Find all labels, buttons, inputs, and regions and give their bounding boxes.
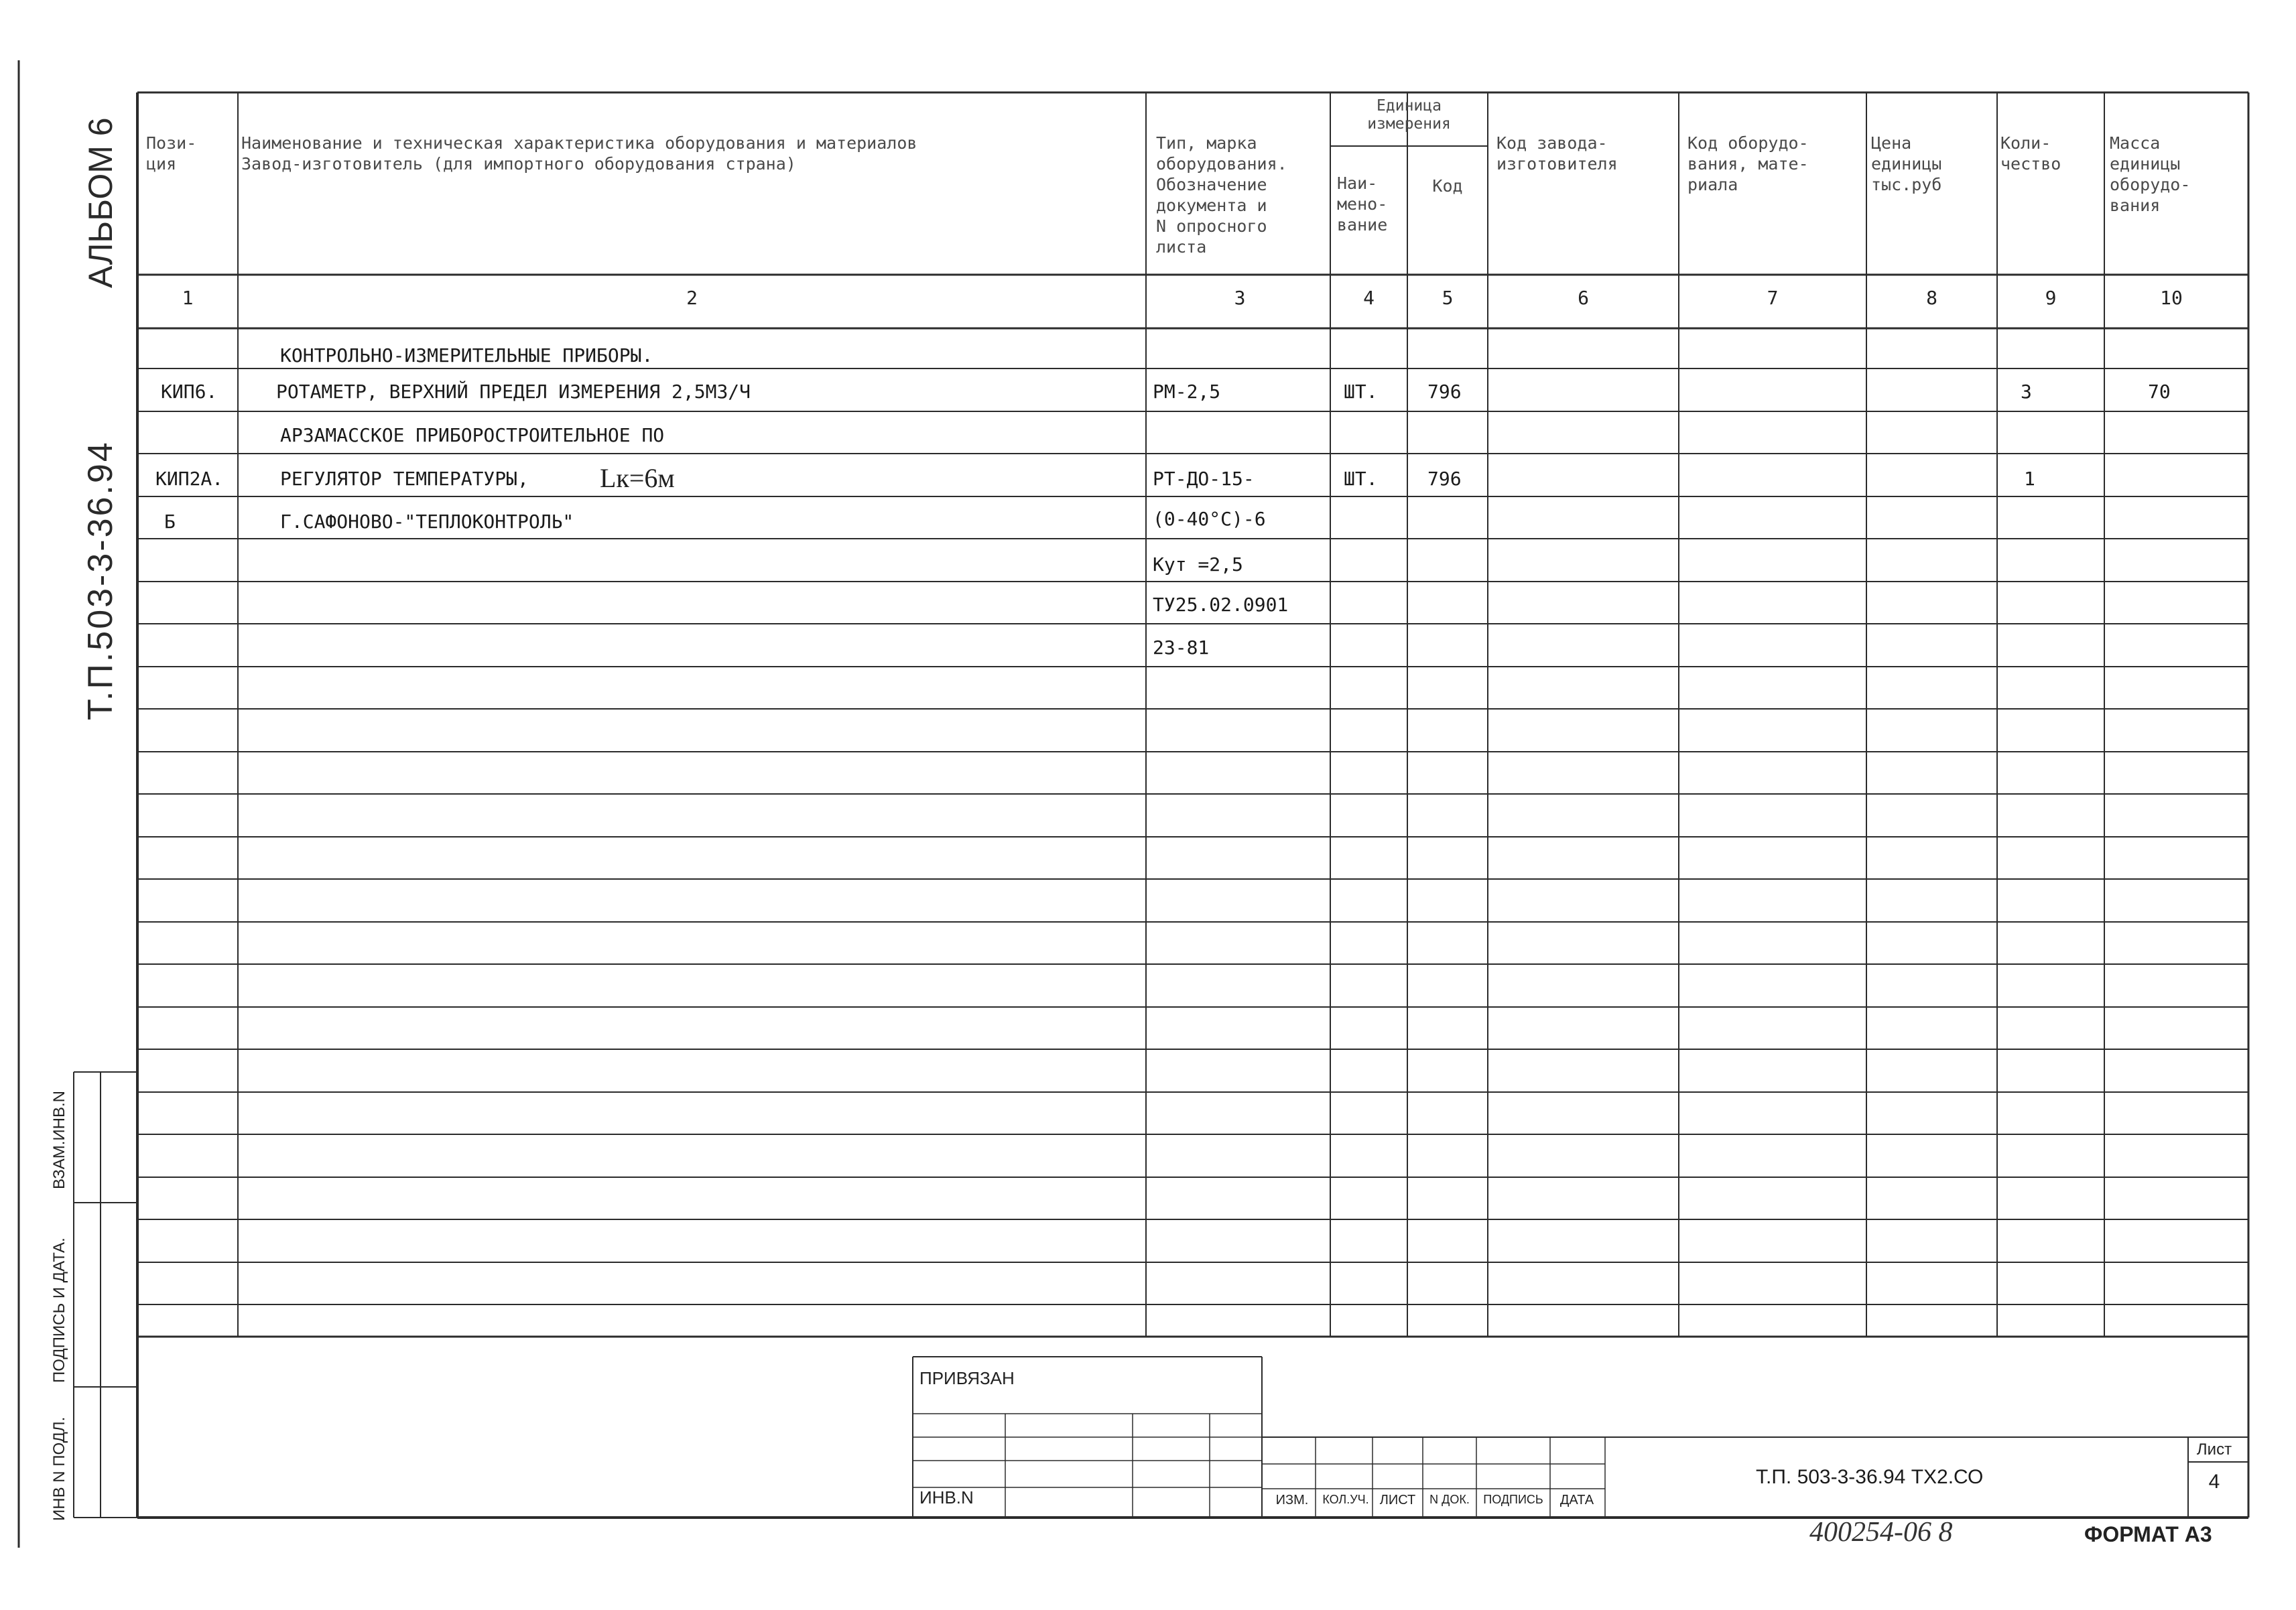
header-unit-name: Наи- мено- вание — [1337, 174, 1388, 234]
title-doc-code: Т.П. 503-3-36.94 ТХ2.СО — [1756, 1466, 1984, 1488]
row-4-type: РТ-ДО-15- — [1153, 468, 1255, 490]
col-number-7: 7 — [1767, 287, 1779, 309]
header-quantity: Коли- чество — [2000, 133, 2061, 174]
stamp-podpis-data: ПОДПИСЬ И ДАТА. — [50, 1237, 68, 1383]
row-4-unit: ШТ. — [1344, 468, 1378, 490]
col-number-2: 2 — [686, 287, 698, 309]
row-2-position: КИП6. — [161, 381, 218, 403]
row-4-quantity: 1 — [2024, 468, 2035, 490]
col-number-10: 10 — [2160, 287, 2183, 309]
row-6-type: Кут =2,5 — [1153, 553, 1243, 576]
col-number-3: 3 — [1234, 287, 1246, 309]
header-unit-group: Единица измерения — [1367, 97, 1451, 133]
format-label: ФОРМАТ А3 — [2084, 1522, 2212, 1546]
row-4-name-length: Lк=6м — [600, 463, 675, 493]
header-mass: Масса единицы оборудо- вания — [2110, 133, 2191, 215]
side-doc-code: Т.П.503-3-36.94 — [81, 440, 120, 720]
privyazan-inv: ИНВ.N — [919, 1487, 974, 1507]
row-5-name: Г.САФОНОВО-"ТЕПЛОКОНТРОЛЬ" — [280, 511, 574, 533]
stamp-vzam-inv: ВЗАМ.ИНВ.N — [50, 1091, 68, 1189]
header-position: Пози- ция — [146, 133, 197, 174]
title-label-izm: ИЗМ. — [1275, 1493, 1309, 1507]
row-8-type: 23-81 — [1153, 636, 1210, 659]
row-3-name: АРЗАМАССКОЕ ПРИБОРОСТРОИТЕЛЬНОЕ ПО — [280, 424, 665, 446]
header-type: Тип, марка оборудования. Обозначение документа и N опросного листа — [1156, 133, 1287, 257]
row-2-quantity: 3 — [2021, 381, 2032, 403]
title-label-kol-uch: КОЛ.УЧ. — [1322, 1493, 1369, 1506]
header-maker-code: Код завода- изготовителя — [1496, 133, 1618, 174]
header-unit-code: Код — [1432, 176, 1463, 196]
row-4-code: 796 — [1427, 468, 1462, 490]
header-name: Наименование и техническая характеристика оборудования и материалов Завод-изготовитель (для импортного оборудования страна) — [241, 133, 917, 174]
title-sheet-number: 4 — [2208, 1471, 2220, 1493]
col-number-5: 5 — [1442, 287, 1454, 309]
col-number-9: 9 — [2045, 287, 2057, 309]
row-5-position: Б — [164, 511, 176, 533]
col-number-1: 1 — [182, 287, 194, 309]
title-sheet-label: Лист — [2196, 1440, 2232, 1459]
stamp-inv-podl: ИНВ N ПОДЛ. — [50, 1416, 68, 1521]
row-2-name: РОТАМЕТР, ВЕРХНИЙ ПРЕДЕЛ ИЗМЕРЕНИЯ 2,5М3/Ч — [276, 381, 751, 403]
header-equip-code: Код оборудо- вания, мате- риала — [1687, 133, 1809, 194]
title-label-list: ЛИСТ — [1379, 1493, 1416, 1507]
col-number-8: 8 — [1926, 287, 1937, 309]
title-label-n-dok: N ДОК. — [1429, 1493, 1470, 1506]
col-number-4: 4 — [1363, 287, 1375, 309]
handwritten-archive-number: 400254-06 8 — [1809, 1517, 1953, 1548]
row-4-name: РЕГУЛЯТОР ТЕМПЕРАТУРЫ, — [280, 468, 529, 490]
row-2-unit: ШТ. — [1344, 381, 1378, 403]
row-4-position: КИП2А. — [155, 468, 224, 490]
header-price: Цена единицы тыс.руб — [1871, 133, 1942, 194]
row-7-type: ТУ25.02.0901 — [1153, 594, 1289, 616]
row-1-name: КОНТРОЛЬНО-ИЗМЕРИТЕЛЬНЫЕ ПРИБОРЫ. — [280, 344, 653, 366]
album-label: АЛЬБОМ 6 — [82, 117, 119, 288]
title-label-data: ДАТА — [1559, 1493, 1594, 1507]
col-number-6: 6 — [1578, 287, 1589, 309]
row-2-type: РМ-2,5 — [1153, 381, 1221, 403]
row-5-type: (0-40°С)-6 — [1153, 508, 1266, 530]
privyazan-title: ПРИВЯЗАН — [919, 1368, 1015, 1388]
title-label-podpis: ПОДПИСЬ — [1483, 1493, 1543, 1506]
row-2-mass: 70 — [2148, 381, 2171, 403]
row-2-code: 796 — [1427, 381, 1462, 403]
